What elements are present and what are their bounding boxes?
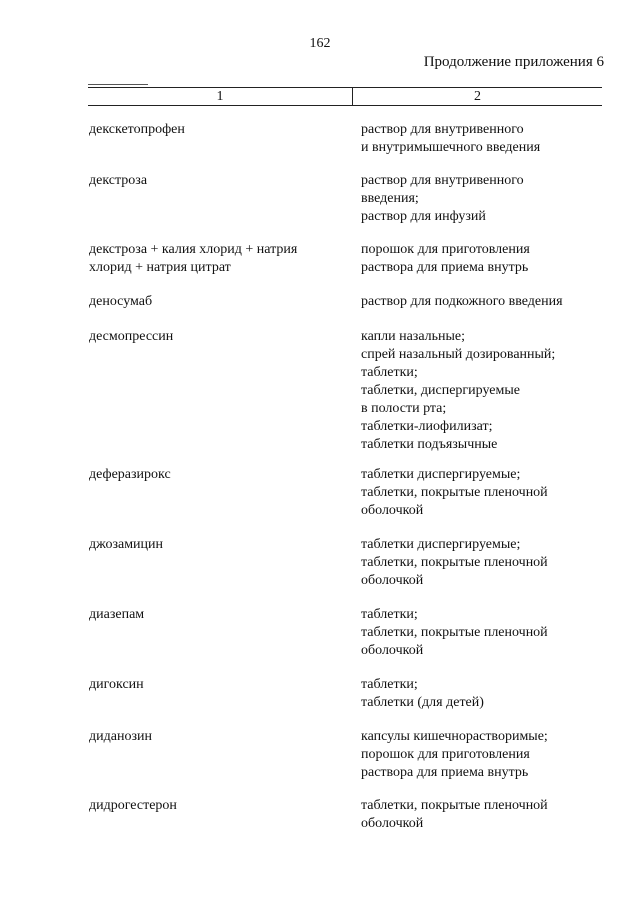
continuation-label: Продолжение приложения 6 xyxy=(423,54,604,70)
drug-name: дигоксин xyxy=(89,677,144,692)
drug-name: дидрогестерон xyxy=(89,798,177,813)
drug-name: джозамицин xyxy=(89,537,164,552)
dosage-form: раствор для внутривенного введения; раствор для инфузий xyxy=(361,173,524,224)
drug-name: декстроза xyxy=(89,173,148,188)
drug-name: диданозин xyxy=(89,729,152,744)
drug-name: декстроза + калия хлорид + натрия хлорид + натрия цитрат xyxy=(89,242,298,275)
drug-name: десмопрессин xyxy=(89,329,174,344)
dosage-form: капсулы кишечнорастворимые; порошок для приготовления раствора для приема внутрь xyxy=(361,729,548,780)
dosage-form: таблетки диспергируемые; таблетки, покрытые пленочной оболочкой xyxy=(361,537,548,588)
drug-name: диазепам xyxy=(89,607,145,622)
table-header-col-1: 1 xyxy=(88,88,353,105)
dosage-form: раствор для подкожного введения xyxy=(361,294,563,309)
dosage-form: таблетки диспергируемые; таблетки, покрытые пленочной оболочкой xyxy=(361,467,548,518)
dosage-form: таблетки, покрытые пленочной оболочкой xyxy=(361,798,548,831)
dosage-form: таблетки; таблетки, покрытые пленочной оболочкой xyxy=(361,607,548,658)
dosage-form: таблетки; таблетки (для детей) xyxy=(361,677,484,710)
drug-name: деносумаб xyxy=(89,294,153,309)
dosage-form: раствор для внутривенного и внутримышечного введения xyxy=(361,122,541,155)
dosage-form: капли назальные; спрей назальный дозированный; таблетки; таблетки, диспергируемые в полости рта; таблетки-лиофилизат; таблетки подъязычные xyxy=(361,329,556,452)
drug-name: декскетопрофен xyxy=(89,122,185,137)
page-number: 162 xyxy=(309,36,331,51)
table-header-col-2: 2 xyxy=(474,89,481,104)
drug-name: деферазирокс xyxy=(89,467,171,482)
table-header xyxy=(88,87,602,106)
dosage-form: порошок для приготовления раствора для приема внутрь xyxy=(361,242,530,275)
header-rule-fragment xyxy=(88,84,148,85)
